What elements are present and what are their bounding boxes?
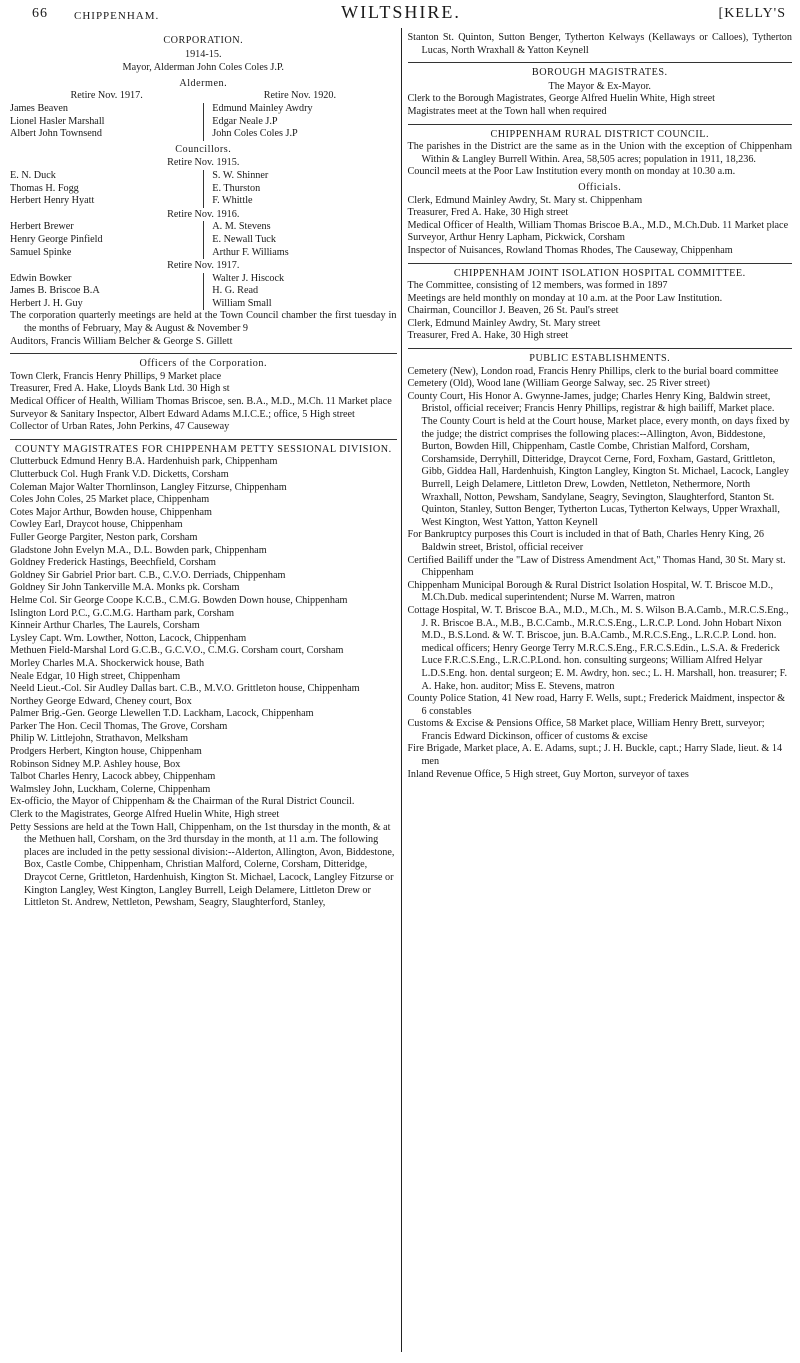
aldermen-retire-1920: Retire Nov. 1920. <box>263 90 337 102</box>
list-item: James Beaven <box>10 102 68 114</box>
section-divider <box>408 348 793 349</box>
public-heading: PUBLIC ESTABLISHMENTS. <box>529 353 671 365</box>
list-item: Cotes Major Arthur, Bowden house, Chippenham <box>10 506 212 518</box>
list-item: Northey George Edward, Cheney court, Box <box>10 695 192 707</box>
aldermen-names <box>10 103 397 141</box>
list-item: Walmsley John, Luckham, Colerne, Chippenham <box>10 783 211 795</box>
list-item: Clerk, Edmund Mainley Awdry, St. Mary street <box>407 317 601 329</box>
mayor-line: Mayor, Alderman John Coles Coles J.P. <box>122 62 284 74</box>
list-item: Inspector of Nuisances, Rowland Thomas Rhodes, The Causeway, Chippenham <box>407 244 733 256</box>
list-item: Fuller George Pargiter, Neston park, Corsham <box>10 531 198 543</box>
page-number: 66 <box>32 6 48 21</box>
list-item: Surveyor & Sanitary Inspector, Albert Edward Adams M.I.C.E.; office, 5 High street <box>10 408 355 420</box>
corporation-heading: CORPORATION. <box>163 35 244 46</box>
list-item: Prodgers Herbert, Kington house, Chippenham <box>10 746 202 758</box>
list-item: Surveyor, Arthur Henry Lapham, Pickwick, Corsham <box>407 232 625 244</box>
list-item: Chairman, Councillor J. Beaven, 26 St. Paul's street <box>407 305 619 317</box>
aldermen-retire-1917: Retire Nov. 1917. <box>70 90 143 102</box>
list-item: S. W. Shinner <box>212 169 269 181</box>
right-column <box>402 32 793 1352</box>
officers-heading: Officers of the Corporation. <box>139 358 268 370</box>
list-item: Collector of Urban Rates, John Perkins, 47 Causeway <box>10 421 230 433</box>
councillors-1917 <box>10 273 397 311</box>
list-item: Robinson Sidney M.P. Ashley house, Box <box>10 758 181 770</box>
county-title: WILTSHIRE. <box>341 2 461 22</box>
list-item: E. Thurston <box>212 182 261 194</box>
list-item: Herbert Brewer <box>10 221 74 233</box>
list-item: Lysley Capt. Wm. Lowther, Notton, Lacock, Chippenham <box>10 632 247 644</box>
list-item: Coleman Major Walter Thornlinson, Langley Fitzurse, Chippenham <box>10 481 287 493</box>
list-item: County Police Station, 41 New road, Harry F. Wells, supt.; Frederick Maidment, inspector & 6 constables <box>407 693 786 717</box>
public-list <box>408 366 793 782</box>
officers-list <box>10 371 397 434</box>
list-item: Edmund Mainley Awdry <box>212 102 313 114</box>
aldermen-retire-row <box>10 90 397 103</box>
list-item: Clerk to the Borough Magistrates, George Alfred Huelin White, High street <box>407 93 715 105</box>
list-item: F. Whittle <box>212 195 253 207</box>
list-item: Herbert J. H. Guy <box>10 297 83 309</box>
rural-heading: CHIPPENHAM RURAL DISTRICT COUNCIL. <box>490 128 709 140</box>
list-item: Treasurer, Fred A. Hake, Lloyds Bank Ltd. 30 High st <box>10 383 230 395</box>
list-item: Magistrates meet at the Town hall when required <box>407 105 607 117</box>
list-item: Coles John Coles, 25 Market place, Chippenham <box>10 494 210 506</box>
list-item: Islington Lord P.C., G.C.M.G. Hartham park, Corsham <box>10 607 235 619</box>
list-item: Petty Sessions are held at the Town Hall, Chippenham, on the 1st thursday in the month, & at the Methuen hall, Corsham, on the 3rd thursday in the month, at 11 a.m. The following places are included in the petty sessional division:--Alderton, Allington, Avon, Biddestone, Box, Castle Combe, Chippenham, Christian Malford, Colerne, Corsham, Ditteridge, Draycot Cerne, Grittleton, Hardenhuish, Kington St. Michael, Lacock, Langley Fitzurse or Kington Langley, West Kington, Langley Burrell, Leigh Delamere, Littleton Drew or Littleton St. Andrew, Nettleton, Pewsham, Seagry, Slaughterford, Stanley, <box>10 821 395 909</box>
councillors-retire-1916: Retire Nov. 1916. <box>167 208 240 220</box>
list-item: Town Clerk, Francis Henry Phillips, 9 Market place <box>10 370 222 382</box>
section-divider <box>408 263 793 264</box>
list-item: Ex-officio, the Mayor of Chippenham & the Chairman of the Rural District Council. <box>10 796 355 808</box>
borough-list <box>408 93 793 118</box>
list-item: Clerk to the Magistrates, George Alfred Huelin White, High street <box>10 809 280 821</box>
officials-heading: Officials. <box>578 181 622 193</box>
magistrates-heading: COUNTY MAGISTRATES FOR CHIPPENHAM PETTY SESSIONAL DIVISION. <box>14 443 392 455</box>
list-item: Cowley Earl, Draycot house, Chippenham <box>10 519 183 531</box>
list-item: Cottage Hospital, W. T. Briscoe B.A., M.D., M.Ch., M. S. Wilson B.A.Camb., M.R.C.S.Eng., J. R. Briscoe B.A., M.B., B.C.Camb., M.R.C.S.Eng., L.R.C.P. Lond. John Hobart Nixon M.D., B.S.Lond. & W. T. Briscoe, jun. B.A.Camb., M.R.C.S.Eng., L.R.C.P. Lond. hon. medical officers; Henry George Terry M.R.C.S.Eng., F.R.C.S.Edin., L.S.A. & Frederick Luce F.R.C.S.Eng., L.R.C.P.Lond. hon. consulting surgeons; William Alfred Helyar L.D.S.Eng. hon. dental surgeon; E. M. Awdry, hon. sec.; L. H. Marshall, hon. treasurer; F. A. Hake, hon. auditor; Miss E. Stevens, matron <box>407 604 789 692</box>
petty-sessions-continuation: Stanton St. Quinton, Sutton Benger, Tytherton Kelways (Kellaways or Calloes), Tytherton Lucas, North Wraxhall & Yatton Keynell <box>407 32 792 56</box>
rural-para-2: Council meets at the Poor Law Institution every month on monday at 10.30 a.m. <box>407 166 736 178</box>
section-divider <box>408 62 793 63</box>
list-item: John Coles Coles J.P <box>212 128 298 140</box>
list-item: Fire Brigade, Market place, A. E. Adams, supt.; J. H. Buckle, capt.; Harry Slade, lieut. & 14 men <box>407 743 783 768</box>
corporation-meetings: The corporation quarterly meetings are held at the Town Council chamber the first tuesday in the months of February, May & August & November 9 <box>10 310 397 335</box>
auditors-line: Auditors, Francis William Belcher & George S. Gillett <box>10 335 233 347</box>
list-item: For Bankruptcy purposes this Court is included in that of Bath, Charles Henry King, 26 Baldwin street, Bristol, official receiver <box>407 529 765 553</box>
list-item: Parker The Hon. Cecil Thomas, The Grove, Corsham <box>10 720 228 732</box>
list-item: William Small <box>212 297 272 309</box>
list-item: Customs & Excise & Pensions Office, 58 Market place, William Henry Brett, surveyor; Francis Edward Dickinson, officer of customs & excise <box>407 718 765 742</box>
list-item: Methuen Field-Marshal Lord G.C.B., G.C.V.O., C.M.G. Corsham court, Corsham <box>10 645 344 657</box>
list-item: Neeld Lieut.-Col. Sir Audley Dallas bart. C.B., M.V.O. Grittleton house, Chippenham <box>10 683 360 695</box>
list-item: Herbert Henry Hyatt <box>10 195 95 207</box>
list-item: Medical Officer of Health, William Thomas Briscoe, sen. B.A., M.D., M.Ch. 11 Market place <box>10 396 392 408</box>
list-item: E. Newall Tuck <box>212 233 276 245</box>
councillors-1916 <box>10 221 397 259</box>
list-item: E. N. Duck <box>10 169 56 181</box>
councillors-retire-1915: Retire Nov. 1915. <box>167 157 240 169</box>
section-divider <box>408 124 793 125</box>
list-item: Helme Col. Sir George Coope K.C.B., C.M.G. Bowden Down house, Chippenham <box>10 594 348 606</box>
magistrates-list <box>10 456 397 909</box>
rural-para-1: The parishes in the District are the same as in the Union with the exception of Chippenham Within & Langley Burrell Within. Area, 58,505 acres; population in 1911, 18,236. <box>407 141 792 165</box>
list-item: Neale Edgar, 10 High street, Chippenham <box>10 670 181 682</box>
list-item: Meetings are held monthly on monday at 10 a.m. at the Poor Law Institution. <box>407 292 723 304</box>
list-item: Chippenham Municipal Borough & Rural District Isolation Hospital, W. T. Briscoe M.D., M.Ch.Dub. medical superintendent; Nurse M. Warren, matron <box>407 579 773 604</box>
list-item: A. M. Stevens <box>212 221 271 233</box>
page-columns <box>10 32 792 1352</box>
list-item: Albert John Townsend <box>10 128 102 140</box>
list-item: Thomas H. Fogg <box>10 182 79 194</box>
isolation-list <box>408 280 793 343</box>
councillors-retire-1917: Retire Nov. 1917. <box>167 260 240 272</box>
list-item: Philip W. Littlejohn, Strathavon, Melksham <box>10 733 188 745</box>
list-item: Morley Charles M.A. Shockerwick house, Bath <box>10 657 205 669</box>
list-item: James B. Briscoe B.A <box>10 285 100 297</box>
section-divider <box>10 439 397 440</box>
list-item: Kinneir Arthur Charles, The Laurels, Corsham <box>10 620 200 632</box>
list-item: Cemetery (New), London road, Francis Henry Phillips, clerk to the burial board committee <box>407 365 779 377</box>
list-item: Treasurer, Fred A. Hake, 30 High street <box>407 330 569 342</box>
list-item: Cemetery (Old), Wood lane (William George Salway, sec. 25 River street) <box>407 378 710 390</box>
officials-list <box>408 195 793 258</box>
list-item: Palmer Brig.-Gen. George Llewellen T.D. Lackham, Lacock, Chippenham <box>10 708 314 720</box>
list-item: Samuel Spinke <box>10 246 72 258</box>
borough-sub: The Mayor & Ex-Mayor. <box>548 80 651 92</box>
publisher-mark: [KELLY'S <box>718 6 786 21</box>
left-column <box>10 32 401 1352</box>
list-item: Arthur F. Williams <box>212 246 289 258</box>
list-item: Goldney Sir John Tankerville M.A. Monks pk. Corsham <box>10 582 240 594</box>
list-item: Treasurer, Fred A. Hake, 30 High street <box>407 207 569 219</box>
list-item: Clutterbuck Col. Hugh Frank V.D. Dicketts, Corsham <box>10 469 229 480</box>
isolation-heading: CHIPPENHAM JOINT ISOLATION HOSPITAL COMMITTEE. <box>453 267 746 279</box>
running-place: CHIPPENHAM. <box>74 10 160 22</box>
list-item: Inland Revenue Office, 5 High street, Guy Morton, surveyor of taxes <box>407 768 689 780</box>
list-item: Goldney Frederick Hastings, Beechfield, Corsham <box>10 557 216 569</box>
list-item: Goldney Sir Gabriel Prior bart. C.B., C.V.O. Derriads, Chippenham <box>10 569 286 581</box>
list-item: Lionel Hasler Marshall <box>10 115 105 127</box>
list-item: The Committee, consisting of 12 members, was formed in 1897 <box>407 280 668 292</box>
list-item: H. G. Read <box>212 285 259 297</box>
list-item: Clerk, Edmund Mainley Awdry, St. Mary st. Chippenham <box>407 194 643 206</box>
list-item: Walter J. Hiscock <box>212 272 285 284</box>
section-divider <box>10 353 397 354</box>
councillors-heading: Councillors. <box>175 143 232 155</box>
aldermen-heading: Aldermen. <box>179 77 228 89</box>
list-item: Henry George Pinfield <box>10 233 103 245</box>
corporation-year: 1914-15. <box>184 48 222 60</box>
list-item: Certified Bailiff under the "Law of Distress Amendment Act," Thomas Hand, 30 St. Mary st. Chippenham <box>407 554 786 579</box>
councillors-1915 <box>10 170 397 208</box>
list-item: Gladstone John Evelyn M.A., D.L. Bowden park, Chippenham <box>10 544 267 556</box>
list-item: Clutterbuck Edmund Henry B.A. Hardenhuish park, Chippenham <box>10 456 278 468</box>
list-item: County Court, His Honor A. Gwynne-James, judge; Charles Henry King, Baldwin street, Bristol, official receiver; Francis Henry Phillips, registrar & high bailiff, Market place. The County Court is held at the Court house, Market place, every month, on days fixed by the judge; the district comprises the following places:--Allington, Avon, Biddestone, Burton, Bowden Hill, Chippenham, Castle Combe, Christian Malford, Corsham, Corshamside, Derryhill, Ditteridge, Draycot Cerne, Ford, Foxham, Gastard, Grittleton, Gibb, Giddea Hall, Hardenhuish, Kington Langley, Kington St. Michael, Lacock, Langley Burrell, Leigh Delamere, Littleton Drew, Lowden, Nettleton, Nethermore, North Wraxhall, Notton, Pewsham, Sandylane, Seagry, Sevington, Slaughterford, Stanton St. Quinton, Stanley, Sutton Benger, Tytherton Lucas, Tytherton Kelways, Upper Wraxhall, West Kington, West Yatton, Yatton Keynell <box>407 390 790 528</box>
list-item: Edgar Neale J.P <box>212 115 278 127</box>
list-item: Edwin Bowker <box>10 272 72 284</box>
list-item: Talbot Charles Henry, Lacock abbey, Chippenham <box>10 771 216 783</box>
borough-heading: BOROUGH MAGISTRATES. <box>531 67 668 79</box>
list-item: Medical Officer of Health, William Thomas Briscoe B.A., M.D., M.Ch.Dub. 11 Market place <box>407 219 789 231</box>
